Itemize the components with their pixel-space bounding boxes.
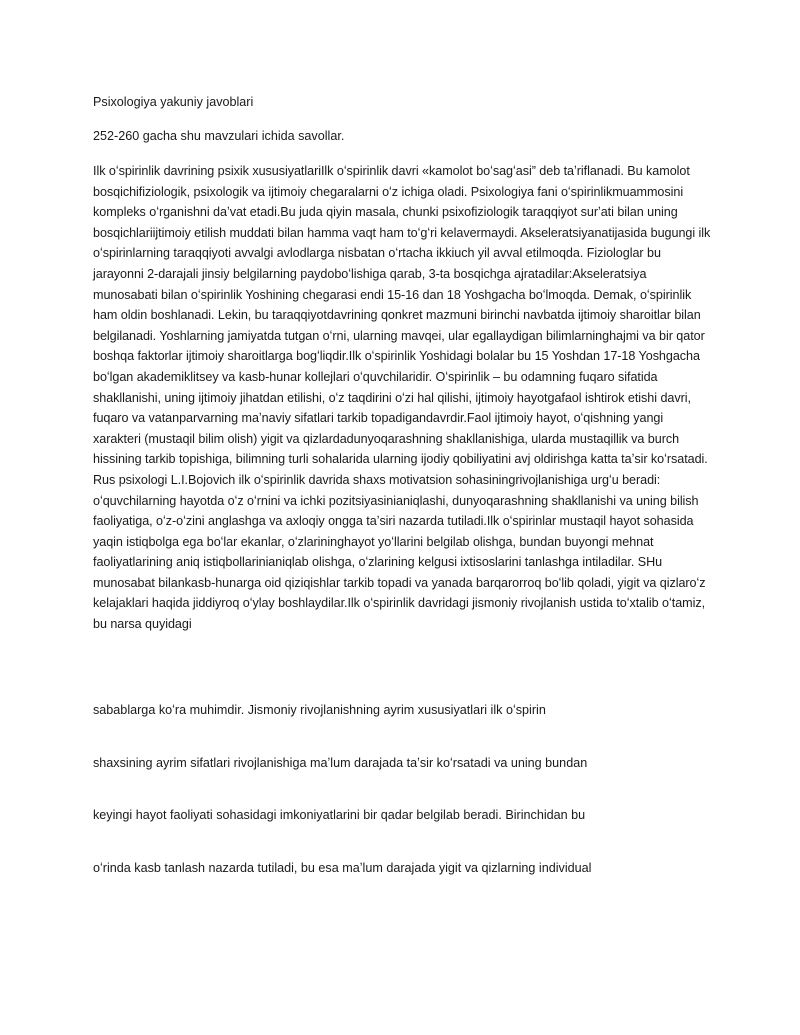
document-subtitle: 252-260 gacha shu mavzulari ichida savollar.	[93, 129, 345, 143]
text-line: keyingi hayot faoliyati sohasidagi imkoniyatlarini bir qadar belgilab beradi. Birinchidan bu	[93, 808, 586, 822]
body-paragraph: Ilk oʻspirinlik davrining psixik xususiyatlariIlk oʻspirinlik davri «kamolot boʻsagʻasi” deb taʼriflanadi. Bu kamolot bosqichifiziologik, psixologik va ijtimoiy chegaralarni oʻz ichiga oladi. Psixologiya fani oʻspirinlikmuammosini kompleks oʻrganishni daʼvat etadi.Bu juda qiyin masala, chunki psixofiziologik taraqqiyot surʼati bilan uning bosqichlariijtimoiy etilish muddati bilan hamma vaqt ham toʻgʻri kelavermaydi. Akseleratsiyanatijasida bugungi ilk oʻspirinlarning taraqqiyoti avvalgi avlodlarga nisbatan oʻrtacha ikkiuch yil avval etilmoqda. Fiziologlar bu jarayonni 2-darajali jinsiy belgilarning paydoboʻlishiga qarab, 3-ta bosqichga ajratadilar:Akseleratsiya munosabati bilan oʻspirinlik Yoshining chegarasi endi 15-16 dan 18 Yoshgacha boʻlmoqda. Demak, oʻspirinlik ham oldin boshlanadi. Lekin, bu taraqqiyotdavrining qonkret mazmuni birinchi navbatda ijtimoiy sharoitlar bilan belgilanadi. Yoshlarning jamiyatda tutgan oʻrni, ularning mavqei, ular egallaydigan bilimlarninghajmi va bir qator boshqa faktorlar ijtimoiy sharoitlarga bogʻliqdir.Ilk oʻspirinlik Yoshidagi bolalar bu 15 Yoshdan 17-18 Yoshgacha boʻlgan akademiklitsey va kasb-hunar kollejlari oʻquvchilaridir. Oʻspirinlik – bu odamning fuqaro sifatida shakllanishi, uning ijtimoiy jihatdan etilishi, oʻz taqdirini oʻzi hal qilishi, ijtimoiy hayotgafaol ishtirok etishi davri, fuqaro va vatanparvarning maʼnaviy sifatlari tarkib topadigandavrdir.Faol ijtimoiy hayot, oʻqishning yangi xarakteri (mustaqil bilim olish) yigit va qizlardadunyoqarashning shakllanishiga, ularda mustaqillik va burch hissining tarkib topishiga, bilimning turli sohalarida ularning ijodiy qobiliyatini avj oldirishga katta taʼsir koʻrsatadi. Rus psixologi L.I.Bojovich ilk oʻspirinlik davrida shaxs motivatsion sohasiningrivojlanishiga urgʻu beradi: oʻquvchilarning hayotda oʻz oʻrnini va ichki pozitsiyasinianiqlashi, dunyoqarashning shakllanishi va uning bilish faoliyatiga, oʻz-oʻzini anglashga va axloqiy ongga taʼsiri nazarda tutiladi.Ilk oʻspirinlar mustaqil hayot sohasida yaqin istiqbolga ega boʻlar ekanlar, oʻzlarininghayot yoʻllarini belgilab olishga, bundan buyongi mehnat faoliyatlarining aniq istiqbollarinianiqlab olishga, oʻzlarining kelgusi ixtisoslarini tanlashga intiladilar. SHu munosabat bilankasb-hunarga oid qiziqishlar tarkib topadi va yanada barqarorroq boʻlib qoladi, yigit va qizlaroʻz kelajaklari haqida jiddiyroq oʻylay boshlaydilar.Ilk oʻspirinlik davridagi jismoniy rivojlanish ustida toʻxtalib oʻtamiz, bu narsa quyidagi	[93, 164, 711, 632]
text-line: oʻrinda kasb tanlash nazarda tutiladi, bu esa maʼlum darajada yigit va qizlarning individual	[93, 861, 592, 875]
text-line: shaxsining ayrim sifatlari rivojlanishiga maʼlum darajada taʼsir koʻrsatadi va uning bundan	[93, 756, 588, 770]
document-title: Psixologiya yakuniy javoblari	[93, 95, 254, 109]
text-line: sabablarga koʻra muhimdir. Jismoniy rivojlanishning ayrim xususiyatlari ilk oʻspirin	[93, 703, 546, 717]
